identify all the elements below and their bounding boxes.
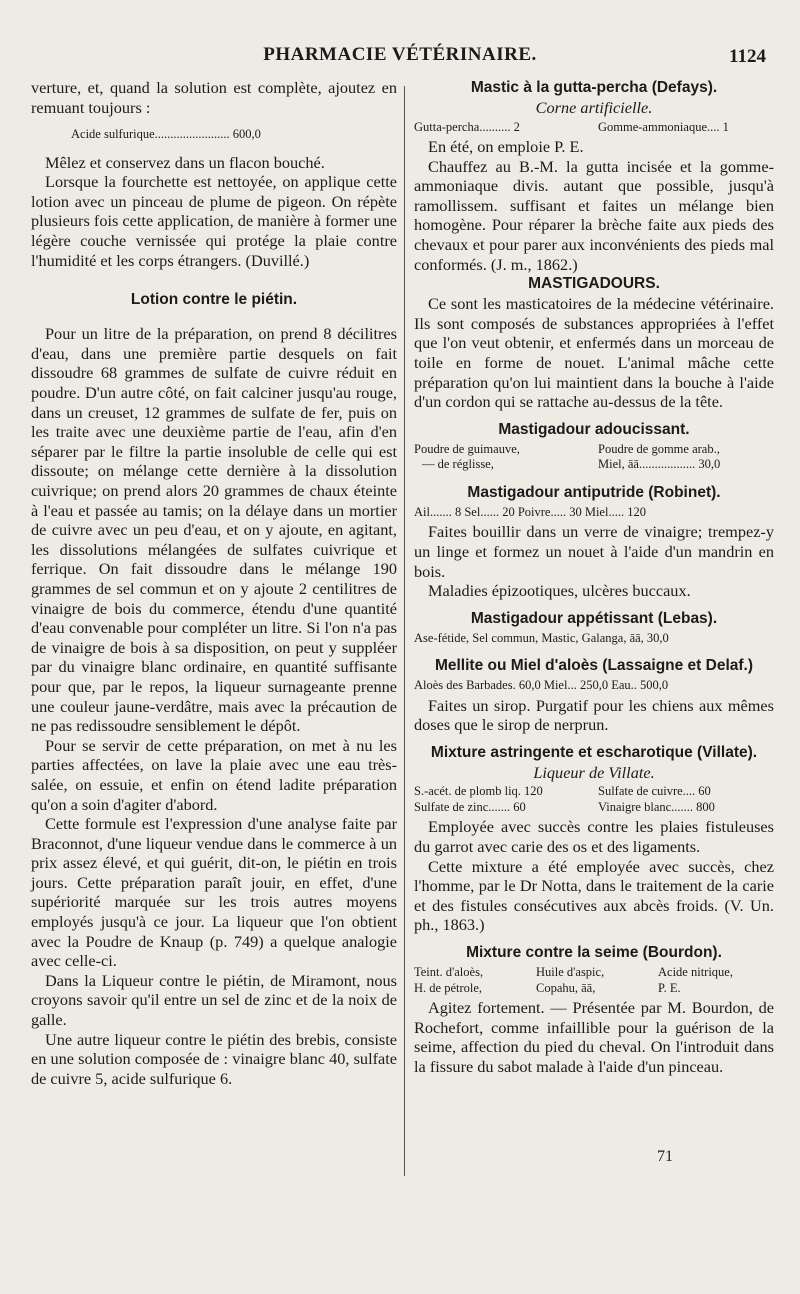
formula-block xyxy=(414,442,774,473)
formula-item: — de réglisse, xyxy=(422,457,494,472)
paragraph: Lorsque la fourchette est nettoyée, on applique cette lotion avec un pinceau de plume de pigeon. On répète plusieurs fois cette application, de manière à former une légère couche vernissée qui protége la plaie contre l'humidité et les corps étrangers. (Duvillé.) xyxy=(31,172,397,270)
right-column xyxy=(414,78,774,1076)
paragraph: Agitez fortement. — Présentée par M. Bourdon, de Rochefort, comme infaillible pour la guérison de la seime, affection du pied du cheval. On l'introduit dans la fissure du sabot malade à l'aide d'un pinceau. xyxy=(414,998,774,1076)
paragraph: Une autre liqueur contre le piétin des brebis, consiste en une solution composée de : vinaigre blanc 40, sulfate de cuivre 5, acide sulfurique 6. xyxy=(31,1029,397,1088)
formula-item: Gutta-percha.......... 2 xyxy=(414,119,520,134)
section-heading: Mastigadour antiputride (Robinet). xyxy=(467,483,721,501)
section-heading: Lotion contre le piétin. xyxy=(130,291,298,309)
paragraph: Chauffez au B.-M. la gutta incisée et la gomme-ammoniaque divis. autant que possible, jusqu'à ramollissem. suffisant et faites un mélange bien homogène. Pour réparer la brèche faite aux pieds des chevaux et pour parer aux inconvénients des pieds mal conformés. (J. m., 1862.) xyxy=(414,156,774,274)
formula-item: Copahu, āā, xyxy=(536,980,596,995)
paragraph: Ce sont les masticatoires de la médecine vétérinaire. Ils sont composés de substances appropriées à l'effet que l'on veut obtenir, et enfermés dans un morceau de toile en forme de nouet. L'animal mâche cette préparation qu'on lui maintient dans la bouche à l'aide d'un cordon qui se rattache au-dessus de la tête. xyxy=(414,294,774,412)
paragraph: Cette mixture a été employée avec succès, chez l'homme, par le Dr Notta, dans le traitement de la carie et des fistules consécutives aux abcès froids. (V. Un. ph., 1863.) xyxy=(414,856,774,935)
running-header: PHARMACIE VÉTÉRINAIRE. xyxy=(263,44,537,65)
formula-item: P. E. xyxy=(658,980,681,995)
paragraph: En été, on emploie P. E. xyxy=(428,137,584,157)
paragraph: Employée avec succès contre les plaies fistuleuses du garrot avec carie des os et des ligaments. xyxy=(414,817,774,857)
subheading: Corne artificielle. xyxy=(535,98,653,117)
paragraph: verture, et, quand la solution est complète, ajoutez en remuant toujours : xyxy=(31,78,397,117)
formula-block xyxy=(414,784,774,815)
formula-item: H. de pétrole, xyxy=(414,980,483,995)
paragraph: Faites bouillir dans un verre de vinaigre; trempez-y un linge et formez un nouet à l'aide d'un mandrin en bois. xyxy=(414,522,774,581)
formula-item: Sulfate de zinc....... 60 xyxy=(414,799,526,814)
signature-mark: 71 xyxy=(657,1148,673,1165)
subheading: Liqueur de Villate. xyxy=(533,762,655,782)
paragraph: Pour se servir de cette préparation, on met à nu les parties affectées, on lave la plaie avec une eau très-salée, on essuie, et enfin on étend ladite préparation qu'on a soin d'agiter d'abord. xyxy=(31,735,397,814)
section-heading: Mixture contre la seime (Bourdon). xyxy=(466,944,722,962)
formula-line: Acide sulfurique........................ 600,0 xyxy=(71,127,261,142)
formula-item: Poudre de guimauve, xyxy=(414,441,520,456)
formula-line xyxy=(414,120,774,136)
section-heading: MASTIGADOURS. xyxy=(528,275,660,293)
formula-line: Ail....... 8 Sel...... 20 Poivre..... 30 Miel..... 120 xyxy=(414,504,646,519)
formula-item: S.-acét. de plomb liq. 120 xyxy=(414,784,543,799)
paragraph: Cette formule est l'expression d'une analyse faite par Braconnot, d'une liqueur vendue dans le commerce à un prix assez élevé, et qui guérit, dit-on, le piétin en trois jours. Cette préparation paraît jouir, en effet, d'une supériorité marquée sur les trois autres moyens employés jusqu'à ce jour. La liqueur que l'on obtient avec la Poudre de Knaup (p. 749) a quelque analogie avec celle-ci. xyxy=(31,814,397,971)
formula-item: Miel, āā.................. 30,0 xyxy=(598,457,721,472)
section-heading: Mastic à la gutta-percha (Defays). xyxy=(470,79,718,96)
formula-line: Ase-fétide, Sel commun, Mastic, Galanga, āā, 30,0 xyxy=(414,630,669,645)
formula-block xyxy=(414,965,774,996)
page-number: 1124 xyxy=(729,46,766,67)
formula-item: Gomme-ammoniaque.... 1 xyxy=(598,119,729,134)
section-heading: Mixture astringente et escharotique (Villate). xyxy=(430,743,758,761)
column-divider xyxy=(404,86,405,1176)
formula-line: Aloès des Barbades. 60,0 Miel... 250,0 Eau.. 500,0 xyxy=(414,678,669,693)
left-column xyxy=(31,78,397,1088)
paragraph: Maladies épizootiques, ulcères buccaux. xyxy=(428,581,691,601)
section-heading: Mastigadour adoucissant. xyxy=(498,420,690,438)
formula-item: Huile d'aspic, xyxy=(536,965,605,980)
paragraph: Mêlez et conservez dans un flacon bouché. xyxy=(45,152,325,172)
section-heading: Mastigadour appétissant (Lebas). xyxy=(470,609,718,627)
formula-item: Acide nitrique, xyxy=(658,965,733,980)
paragraph: Faites un sirop. Purgatif pour les chiens aux mêmes doses que le sirop de nerprun. xyxy=(414,695,774,735)
formula-item: Vinaigre blanc....... 800 xyxy=(598,799,715,814)
paragraph: Pour un litre de la préparation, on prend 8 décilitres d'eau, dans une première partie desquels on fait dissoudre 68 grammes de sulfate de cuivre réduit en poudre. D'un autre côté, on fait calciner jusqu'au rouge, dans un creuset, 12 grammes de sulfate de fer, puis on les traite avec une deuxième partie de l'eau, afin d'en séparer par le filtre la partie insoluble de celle qui est dissoute; on mélange cette dernière à la dissolution cuivrique; on prend alors 20 grammes de chaux éteinte à l'eau et passée au tamis; on la délaye dans un mortier de cuivre avec un peu d'eau, et on y ajoute, en agitant, les dissolutions mélangées de sulfates cuivrique et ferrique. On fait dissoudre dans le mélange 190 grammes de sel commun et on y ajoute 2 centilitres de vinaigre de bois du commerce, étendu d'une quantité d'eau convenable pour compléter un litre. Si l'on n'a pas de vinaigre de bois à sa disposition, on peut y suppléer par du vinaigre blanc ordinaire, en quantité suffisante pour que, par le repos, la liqueur surnageante prenne une couleur jaune-verdâtre, mais avec la précaution de ne pas redissoudre sensiblement le dépôt. xyxy=(31,324,397,736)
formula-item: Poudre de gomme arab., xyxy=(598,441,720,456)
section-heading: Mellite ou Miel d'aloès (Lassaigne et Delaf.) xyxy=(434,657,754,675)
paragraph: Dans la Liqueur contre le piétin, de Miramont, nous croyons savoir qu'il entre un sel de zinc et de la noix de galle. xyxy=(31,970,397,1030)
formula-item: Teint. d'aloès, xyxy=(414,965,484,980)
formula-item: Sulfate de cuivre.... 60 xyxy=(598,784,711,799)
